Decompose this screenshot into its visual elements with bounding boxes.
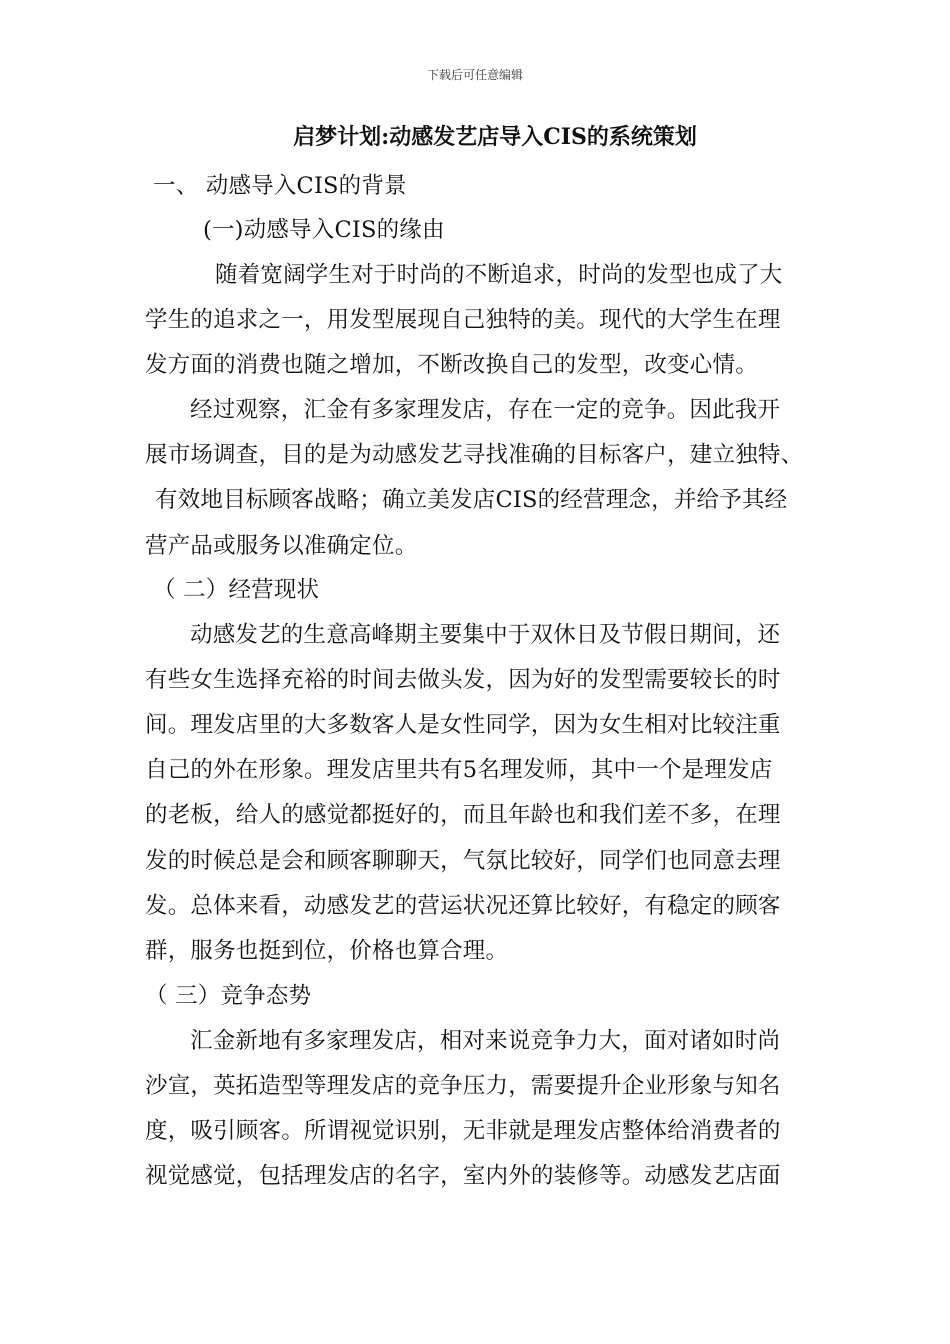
paragraph-line: 视觉感觉，包括理发店的名字，室内外的装修等。动感发艺店面 [145,1163,781,1189]
paragraph-line: 发方面的消费也随之增加，不断改换自己的发型，改变心情。 [145,352,758,378]
subsection-heading-3: （ 三）竞争态势 [145,983,312,1009]
section-heading-1: 一、 动感导入CIS的背景 [153,173,407,199]
paragraph-line: 度，吸引顾客。所谓视觉识别，无非就是理发店整体给消费者的 [145,1118,781,1144]
paragraph-line: 发。总体来看，动感发艺的营运状况还算比较好，有稳定的顾客 [145,893,781,919]
subsection-heading-2: （ 二）经营现状 [153,577,320,603]
paragraph-line: 群，服务也挺到位，价格也算合理。 [145,938,509,964]
paragraph-line: 经过观察，汇金有多家理发店，存在一定的竞争。因此我开 [190,397,781,423]
paragraph-line: 随着宽阔学生对于时尚的不断追求，时尚的发型也成了大 [215,262,783,288]
paragraph-line: 有效地目标顾客战略；确立美发店CIS的经营理念，并给予其经 [155,487,788,513]
paragraph-line: 有些女生选择充裕的时间去做头发，因为好的发型需要较长的时 [145,667,781,693]
paragraph-line: 自己的外在形象。理发店里共有5名理发师，其中一个是理发店 [145,757,773,783]
paragraph-line: 沙宣，英拓造型等理发店的竞争压力，需要提升企业形象与知名 [145,1073,781,1099]
paragraph-line: 发的时候总是会和顾客聊聊天，气氛比较好，同学们也同意去理 [145,848,781,874]
document-title: 启梦计划:动感发艺店导入CIS的系统策划 [293,124,697,150]
paragraph-line: 营产品或服务以准确定位。 [145,533,418,559]
paragraph-line: 间。理发店里的大多数客人是女性同学，因为女生相对比较注重 [145,712,781,738]
subsection-heading-1: (一)动感导入CIS的缘由 [203,217,445,243]
paragraph-line: 的老板，给人的感觉都挺好的，而且年龄也和我们差不多，在理 [145,802,781,828]
paragraph-line: 展市场调查，目的是为动感发艺寻找准确的目标客户，建立独特、 [145,442,804,468]
page-header: 下载后可任意编辑 [426,68,523,82]
paragraph-line: 汇金新地有多家理发店，相对来说竞争力大，面对诸如时尚 [190,1028,781,1054]
paragraph-line: 动感发艺的生意高峰期主要集中于双休日及节假日期间，还 [190,622,781,648]
paragraph-line: 学生的追求之一，用发型展现自己独特的美。现代的大学生在理 [145,307,781,333]
